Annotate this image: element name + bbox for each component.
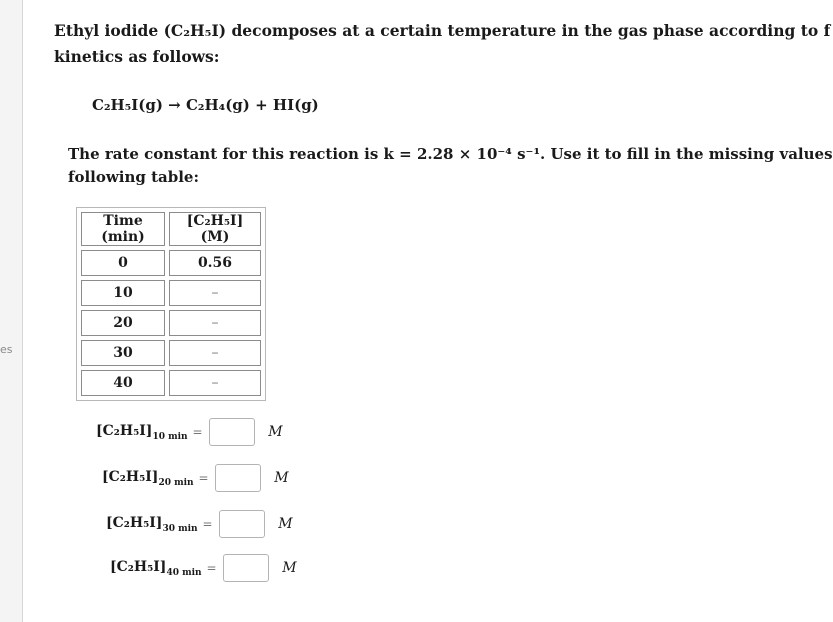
answer-label: [102, 469, 194, 488]
answer-species: [C₂H₅I]: [110, 558, 167, 575]
cell-concentration: –: [169, 280, 261, 306]
answer-row-30-min: [106, 510, 293, 538]
cell-time: 10: [81, 280, 165, 306]
intro-line-2: kinetics as follows:: [54, 47, 220, 66]
table-row: [81, 340, 261, 366]
equals-sign: =: [206, 561, 217, 575]
concentration-table: [76, 207, 266, 401]
table-row: [81, 370, 261, 396]
answer-time: 30 min: [162, 523, 198, 534]
intro-line-1: Ethyl iodide (C₂H₅I) decomposes at a certain temperature in the gas phase according to f: [54, 21, 831, 40]
answer-label: [106, 515, 198, 534]
cell-time: 20: [81, 310, 165, 336]
answer-input-20-min[interactable]: [215, 464, 261, 492]
cell-concentration: 0.56: [169, 250, 261, 276]
answer-time: 10 min: [152, 431, 188, 442]
table-row: [81, 310, 261, 336]
table-row: [81, 280, 261, 306]
cell-concentration: –: [169, 340, 261, 366]
answer-unit: M: [274, 470, 289, 486]
cell-time: 30: [81, 340, 165, 366]
answer-time: 20 min: [158, 477, 194, 488]
answer-species: [C₂H₅I]: [102, 468, 159, 485]
equals-sign: =: [202, 517, 213, 531]
header-concentration: [C₂H₅I] (M): [169, 212, 261, 246]
answer-row-40-min: [110, 554, 297, 582]
answer-unit: M: [282, 560, 297, 576]
rate-line-1: The rate constant for this reaction is k = 2.28 × 10⁻⁴ s⁻¹. Use it to fill in the missing values: [68, 145, 833, 163]
equals-sign: =: [198, 471, 209, 485]
cell-time: 0: [81, 250, 165, 276]
rate-constant-text: [68, 143, 833, 189]
answer-label: [110, 559, 202, 578]
answer-label: [96, 423, 188, 442]
table-row: [81, 250, 261, 276]
equals-sign: =: [192, 425, 203, 439]
answer-time: 40 min: [166, 567, 202, 578]
answer-unit: M: [268, 424, 283, 440]
answer-row-20-min: [102, 464, 289, 492]
left-panel-cut-text: es: [0, 343, 13, 356]
answer-row-10-min: [96, 418, 283, 446]
cell-concentration: –: [169, 370, 261, 396]
answer-species: [C₂H₅I]: [106, 514, 163, 531]
rate-line-2: following table:: [68, 168, 200, 186]
question-intro: [54, 18, 831, 70]
table-header-row: [81, 212, 261, 246]
answer-input-30-min[interactable]: [219, 510, 265, 538]
answer-input-40-min[interactable]: [223, 554, 269, 582]
reaction-equation: C₂H₅I(g) → C₂H₄(g) + HI(g): [92, 96, 319, 114]
answer-unit: M: [278, 516, 293, 532]
answer-species: [C₂H₅I]: [96, 422, 153, 439]
cell-concentration: –: [169, 310, 261, 336]
answer-input-10-min[interactable]: [209, 418, 255, 446]
cell-time: 40: [81, 370, 165, 396]
header-time: Time (min): [81, 212, 165, 246]
